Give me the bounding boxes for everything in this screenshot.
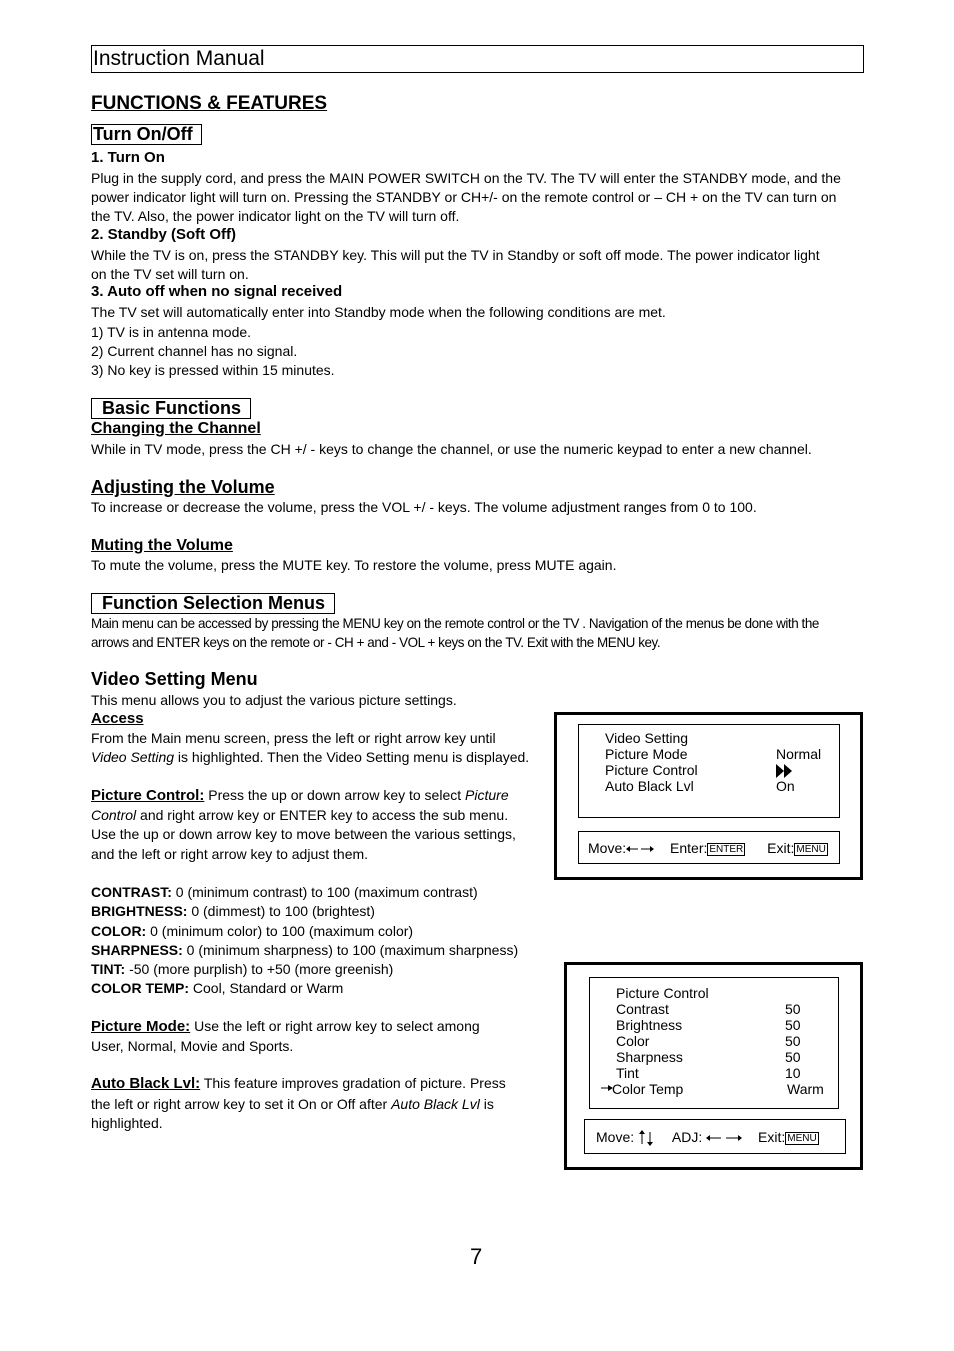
auto-black-paragraph — [91, 1074, 506, 1093]
range-label: TINT: — [91, 961, 126, 977]
range-line — [91, 883, 478, 902]
abl-italic: Auto Black Lvl — [391, 1096, 480, 1112]
video-setting-heading: Video Setting Menu — [91, 669, 258, 689]
adjusting-volume-heading: Adjusting the Volume — [91, 477, 275, 497]
changing-channel-heading: Changing the Channel — [91, 420, 261, 437]
turn-on-line: Plug in the supply cord, and press the MAIN POWER SWITCH on the TV. The TV will enter the STANDBY mode, and the — [91, 170, 841, 186]
video-setting-intro: This menu allows you to adjust the various picture settings. — [91, 692, 457, 708]
picture-mode-label: Picture Mode: — [91, 1018, 191, 1035]
menu-key: MENU — [796, 843, 826, 855]
turn-on-heading: 1. Turn On — [91, 149, 165, 166]
range-text: 0 (dimmest) to 100 (brightest) — [187, 903, 375, 919]
standby-heading: 2. Standby (Soft Off) — [91, 226, 236, 243]
auto-black-line — [91, 1095, 494, 1114]
turn-on-line: power indicator light will turn on. Pressing the STANDBY or CH+/- on the remote control or – CH + on the TV can turn on — [91, 189, 837, 205]
picture-control-paragraph — [91, 786, 509, 805]
section-heading-function-selection: Function Selection Menus — [91, 593, 335, 614]
auto-off-line: The TV set will automatically enter into Standby mode when the following conditions are met. — [91, 304, 666, 320]
header-box — [91, 45, 864, 73]
range-label: COLOR: — [91, 923, 147, 939]
standby-line: While the TV is on, press the STANDBY key. This will put the TV in Standby or soft off mode. The power indicator light — [91, 247, 820, 263]
access-line: From the Main menu screen, press the left or right arrow key until — [91, 730, 496, 746]
abl-text: is — [479, 1096, 494, 1112]
access-line — [91, 748, 529, 767]
menu-item-label: Picture Mode — [605, 746, 688, 762]
range-line — [91, 922, 413, 941]
page-number: 7 — [470, 1244, 483, 1269]
access-heading: Access — [91, 710, 144, 727]
range-text: Cool, Standard or Warm — [189, 980, 344, 996]
picture-control-label: Picture Control: — [91, 787, 205, 804]
up-down-arrow-icon — [638, 1130, 654, 1146]
menu-item-value: 50 — [785, 1001, 801, 1017]
section-heading-basic-functions: Basic Functions — [91, 398, 251, 419]
left-right-arrow-icon — [626, 844, 654, 854]
range-text: 0 (minimum sharpness) to 100 (maximum sharpness) — [182, 942, 519, 958]
function-selection-line: arrows and ENTER keys on the remote or - CH + and - VOL + keys on the TV. Exit with the MENU key. — [91, 634, 661, 650]
auto-black-label: Auto Black Lvl: — [91, 1075, 201, 1092]
menu-item-label: Contrast — [616, 1001, 669, 1017]
abl-text: This feature improves gradation of picture. Press — [200, 1075, 506, 1091]
range-text: 0 (minimum color) to 100 (maximum color) — [146, 923, 414, 939]
picture-control-screen — [564, 962, 863, 1170]
menu-item-value: 10 — [785, 1065, 801, 1081]
range-label: CONTRAST: — [91, 884, 172, 900]
menu-item-label: Auto Black Lvl — [605, 778, 694, 794]
left-right-arrow-icon — [706, 1133, 742, 1143]
menu-title: Video Setting — [605, 730, 689, 746]
move-label: Move: — [588, 840, 627, 856]
footer-row — [588, 840, 828, 856]
auto-off-line: 3) No key is pressed within 15 minutes. — [91, 362, 335, 378]
video-setting-footer — [578, 831, 840, 864]
range-line — [91, 979, 343, 998]
picture-mode-line: User, Normal, Movie and Sports. — [91, 1038, 294, 1054]
range-text: 0 (minimum contrast) to 100 (maximum contrast) — [171, 884, 478, 900]
range-text: -50 (more purplish) to +50 (more greenish) — [125, 961, 394, 977]
picture-control-line: Use the up or down arrow key to move between the various settings, — [91, 826, 516, 842]
menu-key: MENU — [787, 1132, 817, 1144]
footer-row — [596, 1129, 819, 1146]
auto-off-line: 2) Current channel has no signal. — [91, 343, 298, 359]
changing-channel-text: While in TV mode, press the CH +/ - keys to change the channel, or use the numeric keypad to enter a new channel. — [91, 441, 812, 457]
function-selection-line: Main menu can be accessed by pressing the MENU key on the remote control or the TV . Navigation of the menus be done with the — [91, 615, 819, 631]
picture-control-footer — [584, 1119, 846, 1154]
menu-item-value: 50 — [785, 1017, 801, 1033]
menu-item-label: Color — [616, 1033, 650, 1049]
pc-text: Press the up or down arrow key to select — [204, 787, 466, 803]
picture-control-line — [91, 806, 508, 825]
adj-label: ADJ: — [671, 1129, 703, 1145]
picture-mode-paragraph — [91, 1017, 480, 1036]
abl-text: the left or right arrow key to set it On or Off after — [91, 1096, 392, 1112]
menu-item-value: Warm — [787, 1081, 824, 1097]
pc-italic: Picture — [465, 787, 509, 803]
double-right-arrow-icon — [776, 764, 794, 778]
range-line — [91, 941, 518, 960]
menu-title: Picture Control — [616, 985, 709, 1001]
menu-item-label: Tint — [616, 1065, 639, 1081]
range-label: SHARPNESS: — [91, 942, 183, 958]
muting-volume-text: To mute the volume, press the MUTE key. To restore the volume, press MUTE again. — [91, 557, 617, 573]
range-label: BRIGHTNESS: — [91, 903, 188, 919]
enter-key: ENTER — [709, 843, 744, 855]
menu-item-label: Picture Control — [605, 762, 698, 778]
auto-off-heading: 3. Auto off when no signal received — [91, 283, 343, 300]
pc-italic: Control — [91, 807, 137, 823]
adjusting-volume-text: To increase or decrease the volume, press the VOL +/ - keys. The volume adjustment ranges from 0 to 100. — [91, 499, 757, 515]
menu-item-value: 50 — [785, 1033, 801, 1049]
access-italic: Video Setting — [91, 749, 175, 765]
menu-item-value: Normal — [776, 746, 822, 762]
video-setting-screen — [554, 712, 863, 880]
section-heading-turn-on-off: Turn On/Off — [91, 124, 202, 145]
range-label: COLOR TEMP: — [91, 980, 189, 996]
pc-text: and right arrow key or ENTER key to access the sub menu. — [136, 807, 509, 823]
menu-item-label: Brightness — [616, 1017, 683, 1033]
auto-off-line: 1) TV is in antenna mode. — [91, 324, 252, 340]
picture-control-menu-panel — [589, 977, 839, 1109]
picture-control-line: and the left or right arrow key to adjust them. — [91, 846, 369, 862]
menu-item-value: 50 — [785, 1049, 801, 1065]
range-line — [91, 960, 393, 979]
standby-line: on the TV set will turn on. — [91, 266, 249, 282]
video-setting-menu-panel — [578, 724, 840, 818]
exit-label: Exit: — [758, 1129, 786, 1145]
main-heading: FUNCTIONS & FEATURES — [91, 93, 328, 114]
auto-black-line: highlighted. — [91, 1115, 163, 1131]
menu-item-label: Sharpness — [616, 1049, 683, 1065]
muting-volume-heading: Muting the Volume — [91, 537, 233, 554]
exit-label: Exit: — [767, 840, 795, 856]
turn-on-line: the TV. Also, the power indicator light on the TV will turn off. — [91, 208, 460, 224]
menu-item-value: On — [776, 778, 795, 794]
pm-text: Use the left or right arrow key to select among — [190, 1018, 480, 1034]
menu-item-label: Color Temp — [612, 1081, 684, 1097]
enter-label: Enter: — [670, 840, 708, 856]
move-label: Move: — [596, 1129, 635, 1145]
header-title: Instruction Manual — [93, 47, 265, 70]
access-line-rest: is highlighted. Then the Video Setting menu is displayed. — [174, 749, 530, 765]
range-line — [91, 902, 375, 921]
